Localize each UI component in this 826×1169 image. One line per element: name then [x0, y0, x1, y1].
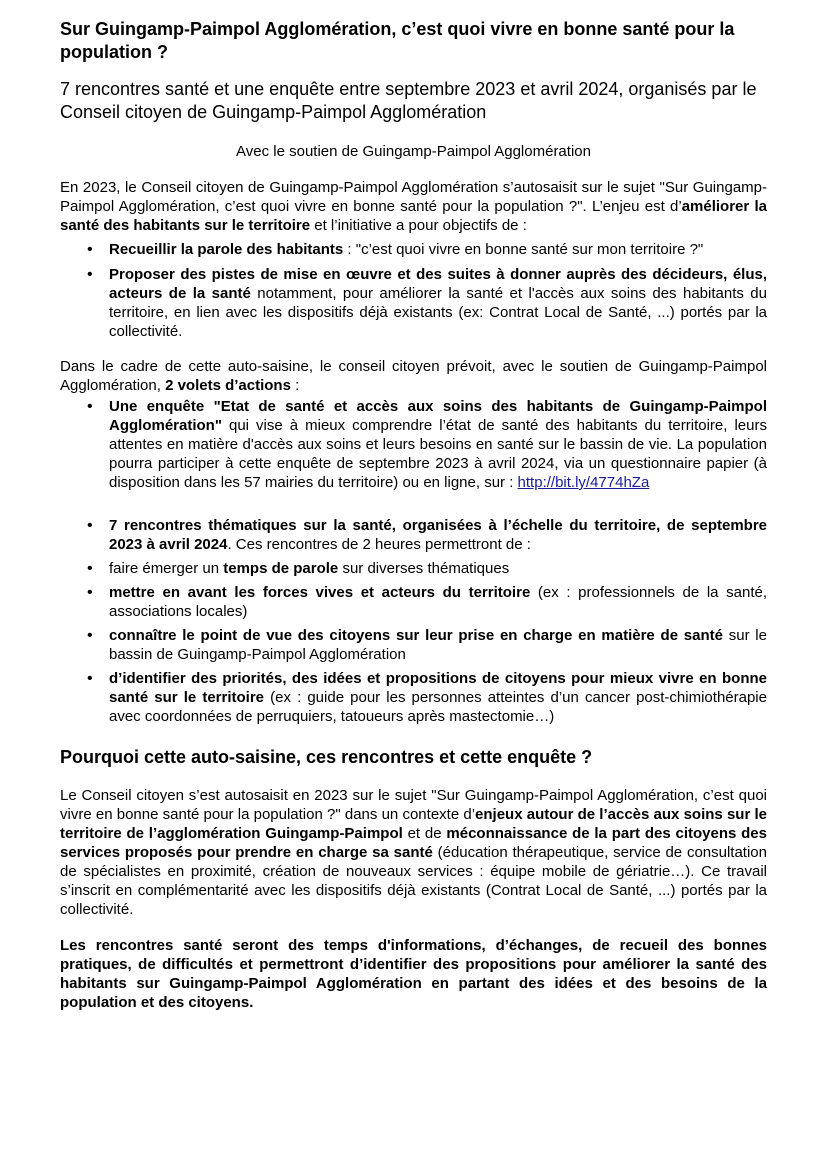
- goal-bold: temps de parole: [223, 560, 339, 577]
- bullet-icon: •: [87, 670, 93, 687]
- support-line: Avec le soutien de Guingamp-Paimpol Agglomération: [236, 143, 591, 160]
- document-page: [60, 18, 767, 1012]
- bullet-icon: •: [87, 398, 93, 415]
- volets-list: [60, 397, 767, 492]
- bullet-icon: •: [87, 584, 93, 601]
- why-bold: enjeux autour de l’accès aux soins sur le territoire de l’agglomération Guingamp-Paimpol: [60, 806, 767, 842]
- list-item: [60, 559, 767, 578]
- document-subtitle: 7 rencontres santé et une enquête entre septembre 2023 et avril 2024, organisés par le Conseil citoyen de Guingamp-Paimpol Agglomération: [60, 79, 757, 122]
- rencontres-list: [60, 516, 767, 726]
- survey-link[interactable]: http://bit.ly/4774hZa: [517, 474, 650, 491]
- why-bold: méconnaissance de la part des citoyens des services proposés pour prendre en charge sa santé: [60, 825, 767, 861]
- why-text-end: (éducation thérapeutique, service de consultation de spécialistes en proximité, création de nouveaux services : équipe mobile de gériatrie…). Ce travail s’inscrit en complémentarité avec les dispositifs déjà existants (Contrat Local de Santé, ...) portés par la collectivité.: [60, 844, 767, 918]
- objective-text: notamment, pour améliorer la santé et l'accès aux soins des habitants du territoire, en lien avec les dispositifs déjà existants (ex: Contrat Local de Santé, ...) portés par la collectivité.: [109, 285, 767, 340]
- bullet-icon: •: [87, 266, 93, 283]
- bullet-icon: •: [87, 560, 93, 577]
- rencontres-text: . Ces rencontres de 2 heures permettront de :: [227, 536, 531, 553]
- list-item: [60, 265, 767, 341]
- why-paragraph: [60, 786, 767, 919]
- list-item: [60, 240, 767, 259]
- intro-text-end: et l’initiative a pour objectifs de :: [310, 217, 527, 234]
- volets-text: Dans le cadre de cette auto-saisine, le conseil citoyen prévoit, avec le soutien de Guingamp-Paimpol Agglomération,: [60, 358, 767, 394]
- intro-text: En 2023, le Conseil citoyen de Guingamp-Paimpol Agglomération s’autosaisit sur le sujet "Sur Guingamp-Paimpol Agglomération, c’est quoi vivre en bonne santé pour la population ?". L’enjeu est d’: [60, 179, 767, 215]
- list-item: [60, 669, 767, 726]
- list-item: [60, 516, 767, 554]
- section-title: Pourquoi cette auto-saisine, ces rencontres et cette enquête ?: [60, 747, 593, 767]
- objective-bold: Recueillir la parole des habitants: [109, 241, 344, 258]
- objectives-list: [60, 240, 767, 341]
- goal-text: faire émerger un: [109, 560, 224, 577]
- goal-text-end: (ex : guide pour les personnes atteintes d’un cancer post-chimiothérapie avec coordonnées de perruquiers, tatoueurs après mastectomie…): [109, 689, 767, 725]
- goal-bold: connaître le point de vue des citoyens sur leur prise en charge en matière de santé: [109, 627, 723, 644]
- volets-paragraph: [60, 357, 767, 395]
- why-text: et de: [402, 825, 447, 842]
- why-text: Le Conseil citoyen s’est autosaisit en 2023 sur le sujet "Sur Guingamp-Paimpol Agglomération, c’est quoi vivre en bonne santé pour la population ?" dans un contexte d’: [60, 787, 767, 823]
- list-item: [60, 626, 767, 664]
- list-item: [60, 397, 767, 492]
- rencontres-bold: 7 rencontres thématiques sur la santé, organisées à l’échelle du territoire, de septembre 2023 à avril 2024: [109, 517, 767, 553]
- goal-bold: d’identifier des priorités, des idées et propositions de citoyens pour mieux vivre en bonne santé sur le territoire: [109, 670, 767, 706]
- intro-paragraph: [60, 178, 767, 235]
- document-title: Sur Guingamp-Paimpol Agglomération, c’est quoi vivre en bonne santé pour la population ?: [60, 19, 735, 62]
- intro-bold: améliorer la santé des habitants sur le territoire: [60, 198, 767, 234]
- volets-text-end: :: [290, 377, 300, 394]
- bullet-icon: •: [87, 627, 93, 644]
- bullet-icon: •: [87, 241, 93, 258]
- enquete-bold: Une enquête "Etat de santé et accès aux soins des habitants de Guingamp-Paimpol Agglomération": [109, 398, 767, 434]
- goal-text-end: (ex : professionnels de la santé, associations locales): [109, 584, 767, 620]
- objective-bold: Proposer des pistes de mise en œuvre et des suites à donner auprès des décideurs, élus, acteurs de la santé: [109, 266, 767, 302]
- goal-text-end: sur diverses thématiques: [338, 560, 510, 577]
- goal-bold: mettre en avant les forces vives et acteurs du territoire: [109, 584, 531, 601]
- volets-bold: 2 volets d’actions: [165, 377, 291, 394]
- enquete-text: qui vise à mieux comprendre l’état de santé des habitants du territoire, leurs attentes en matière d'accès aux soins et leurs besoins en santé sur le bassin de vie. La population pourra participer à cette enquête de septembre 2023 à avril 2024, via un questionnaire papier (à disposition dans les 57 mairies du territoire) ou en ligne, sur :: [109, 417, 767, 491]
- final-paragraph: Les rencontres santé seront des temps d'informations, d’échanges, de recueil des bonnes pratiques, de difficultés et permettront d’identifier des propositions pour améliorer la santé des habitants sur Guingamp-Paimpol Agglomération en partant des idées et des besoins de la population et des citoyens.: [60, 937, 767, 1011]
- list-item: [60, 583, 767, 621]
- objective-text: : "c’est quoi vivre en bonne santé sur mon territoire ?": [343, 241, 704, 258]
- bullet-icon: •: [87, 517, 93, 534]
- goal-text-end: sur le bassin de Guingamp-Paimpol Agglomération: [109, 627, 767, 663]
